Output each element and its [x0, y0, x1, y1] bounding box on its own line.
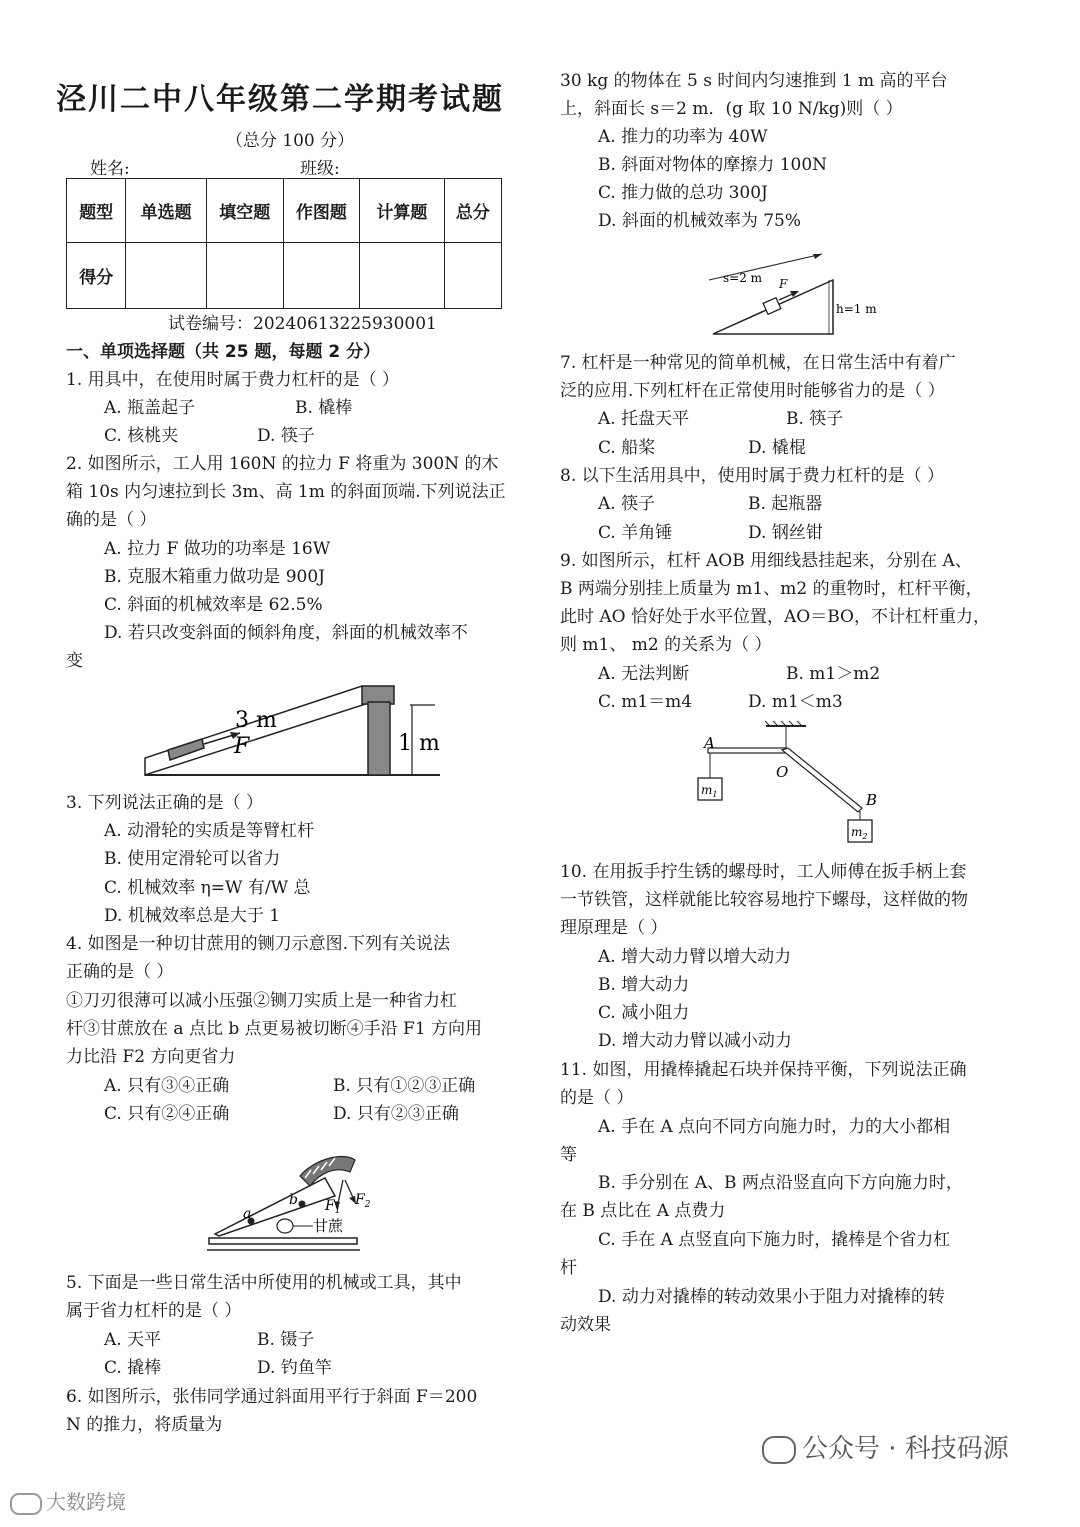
class-field [300, 154, 475, 179]
q4-stem-2: 正确的是（ ） [66, 962, 174, 982]
q7-stem-1: 7. 杠杆是一种常见的简单机械，在日常生活中有着广 [560, 353, 956, 373]
q7-option-b: B. 筷子 [786, 409, 844, 429]
q6-stem-1: 6. 如图所示，张伟同学通过斜面用平行于斜面 F＝200 [66, 1387, 478, 1407]
q9-option-b: B. m1＞m2 [786, 664, 881, 684]
score-cell[interactable] [360, 243, 444, 309]
section-heading: 一、单项选择题（共 25 题，每题 2 分） [66, 342, 381, 362]
q10-option-b: B. 增大动力 [598, 975, 690, 995]
q2-option-c: C. 斜面的机械效率是 62.5% [104, 595, 323, 615]
incline-figure-2 [705, 250, 905, 340]
q6-stem-4: 上，斜面长 s＝2 m．(g 取 10 N/kg)则（ ） [560, 99, 903, 119]
name-blank[interactable] [135, 162, 265, 179]
q8-option-b: B. 起瓶器 [748, 494, 823, 514]
q2-stem-1: 2. 如图所示，工人用 160N 的拉力 F 将重为 300N 的木 [66, 454, 499, 474]
lever-figure [690, 720, 890, 850]
score-header: 作图题 [283, 179, 360, 243]
q1-stem: 1. 用具中，在使用时属于费力杠杆的是（ ） [66, 370, 400, 390]
score-header: 计算题 [360, 179, 444, 243]
q11-option-a-1: A. 手在 A 点向不同方向施力时，力的大小都相 [598, 1117, 951, 1137]
q6-stem-2: N 的推力，将质量为 [66, 1415, 223, 1435]
total-score: （总分 100 分） [225, 131, 355, 151]
q9-stem-3: 此时 AO 恰好处于水平位置，AO＝BO，不计杠杆重力， [560, 607, 990, 627]
q11-option-b-2: 在 B 点比在 A 点费力 [560, 1201, 726, 1221]
platform-pillar [368, 702, 390, 775]
label-f2: $F_2$ [355, 1192, 371, 1210]
score-cell[interactable] [126, 243, 207, 309]
lever-arm-ob [782, 748, 862, 812]
wechat-icon [762, 1436, 796, 1464]
q4-option-d: D. 只有②③正确 [333, 1104, 459, 1124]
q9-stem-2: B 两端分别挂上质量为 m1、m2 的重物时，杠杆平衡， [560, 579, 983, 599]
q2-option-d-1: D. 若只改变斜面的倾斜角度，斜面的机械效率不 [104, 623, 468, 643]
q10-option-c: C. 减小阻力 [598, 1003, 690, 1023]
q5-stem-2: 属于省力杠杆的是（ ） [66, 1301, 242, 1321]
watermark-right-text: 公众号 · 科技码源 [802, 1434, 1009, 1464]
q11-stem-2: 的是（ ） [560, 1088, 634, 1108]
q11-option-d-2: 动效果 [560, 1315, 611, 1335]
q10-stem-3: 理原理是（ ） [560, 918, 668, 938]
q8-stem: 8. 以下生活用具中，使用时属于费力杠杆的是（ ） [560, 466, 945, 486]
q6-option-a: A. 推力的功率为 40W [598, 127, 768, 147]
q2-option-a: A. 拉力 F 做功的功率是 16W [104, 539, 331, 559]
q4-stem-4: 杆③甘蔗放在 a 点比 b 点更易被切断④手沿 F1 方向用 [66, 1019, 483, 1039]
watermark-left-icon [10, 1493, 42, 1515]
score-table [66, 178, 502, 309]
label-m2: $m_2$ [851, 825, 868, 841]
q7-option-a: A. 托盘天平 [598, 409, 690, 429]
q6-option-b: B. 斜面对物体的摩擦力 100N [598, 155, 828, 175]
q9-option-d: D. m1＜m3 [748, 692, 843, 712]
watermark-right [762, 1428, 1009, 1465]
label-m1: $m_1$ [701, 783, 718, 799]
q9-option-a: A. 无法判断 [598, 664, 690, 684]
incline-figure [140, 680, 450, 780]
q3-option-b: B. 使用定滑轮可以省力 [104, 849, 281, 869]
label-sugarcane: 甘蔗 [313, 1217, 344, 1235]
height-label: 1 m [398, 731, 440, 756]
page-title: 泾川二中八年级第二学期考试题 [56, 82, 504, 117]
q4-option-c: C. 只有②④正确 [104, 1104, 230, 1124]
q4-option-a: A. 只有③④正确 [104, 1076, 230, 1096]
watermark-left [10, 1486, 126, 1515]
watermark-left-text: 大数跨境 [46, 1490, 126, 1514]
q3-option-d: D. 机械效率总是大于 1 [104, 906, 281, 926]
score-cell[interactable] [206, 243, 283, 309]
q7-option-c: C. 船桨 [598, 438, 656, 458]
q11-option-a-2: 等 [560, 1145, 577, 1165]
q2-stem-2: 箱 10s 内匀速拉到长 3m、高 1m 的斜面顶端.下列说法正 [66, 482, 506, 502]
score-row-label: 得分 [67, 243, 126, 309]
q5-option-a: A. 天平 [104, 1330, 162, 1350]
lever-arm-ao [708, 748, 786, 753]
q10-stem-1: 10. 在用扳手拧生锈的螺母时，工人师傅在扳手柄上套 [560, 862, 967, 882]
label-a: a [243, 1206, 252, 1222]
class-blank[interactable] [345, 162, 475, 179]
class-label: 班级: [300, 159, 340, 179]
q8-option-d: D. 钢丝钳 [748, 523, 823, 543]
label-f: F [779, 277, 788, 291]
q6-option-c: C. 推力做的总功 300J [598, 183, 768, 203]
q6-option-d: D. 斜面的机械效率为 75% [598, 211, 802, 231]
label-a: A [704, 734, 715, 752]
label-o: O [776, 763, 789, 781]
q4-stem-5: 力比沿 F2 方向更省力 [66, 1047, 236, 1067]
q10-stem-2: 一节铁管，这样就能比较容易地拧下螺母，这样做的物 [560, 890, 968, 910]
score-header: 题型 [67, 179, 126, 243]
q7-option-d: D. 橇棍 [748, 438, 806, 458]
label-b: b [289, 1192, 298, 1208]
q11-option-c-2: 杆 [560, 1258, 577, 1278]
point-b [299, 1201, 306, 1208]
force-label: F [234, 734, 250, 759]
q3-option-a: A. 动滑轮的实质是等臂杠杆 [104, 821, 315, 841]
score-header: 单选题 [126, 179, 207, 243]
q1-option-c: C. 核桃夹 [104, 426, 179, 446]
q10-option-d: D. 增大动力臂以减小动力 [598, 1031, 792, 1051]
score-header: 填空题 [206, 179, 283, 243]
q2-option-d-2: 变 [66, 651, 83, 671]
q5-option-c: C. 撬棒 [104, 1358, 162, 1378]
q5-option-b: B. 镊子 [257, 1330, 315, 1350]
cutter-figure [205, 1138, 371, 1256]
q4-stem-1: 4. 如图是一种切甘蔗用的铡刀示意图.下列有关说法 [66, 934, 451, 954]
q8-option-c: C. 羊角锤 [598, 523, 673, 543]
q2-option-b: B. 克服木箱重力做功是 900J [104, 567, 325, 587]
score-cell[interactable] [444, 243, 501, 309]
label-h: h=1 m [836, 302, 877, 316]
q11-option-d-1: D. 动力对撬棒的转动效果小于阻力对撬棒的转 [598, 1287, 945, 1307]
q3-option-c: C. 机械效率 η=W 有/W 总 [104, 878, 311, 898]
name-field [90, 154, 265, 179]
q1-option-a: A. 瓶盖起子 [104, 398, 196, 418]
q11-option-b-1: B. 手分别在 A、B 两点沿竖直向下方向施力时， [598, 1173, 963, 1193]
q9-stem-4: 则 m1、 m2 的关系为（ ） [560, 635, 772, 655]
q11-option-c-1: C. 手在 A 点竖直向下施力时，撬棒是个省力杠 [598, 1230, 951, 1250]
q2-stem-3: 确的是（ ） [66, 510, 157, 530]
q1-option-b: B. 橇棒 [295, 398, 353, 418]
label-b: B [866, 791, 878, 809]
paper-number: 试卷编号：20240613225930001 [168, 314, 437, 334]
q3-stem: 3. 下列说法正确的是（ ） [66, 793, 264, 813]
q4-stem-3: ①刀刃很薄可以减小压强②铡刀实质上是一种省力杠 [66, 991, 457, 1011]
sugarcane [277, 1219, 293, 1233]
cutter-base [209, 1238, 357, 1244]
name-label: 姓名: [90, 159, 130, 179]
q1-option-d: D. 筷子 [257, 426, 315, 446]
q5-option-d: D. 钓鱼竿 [257, 1358, 332, 1378]
label-f1: $F_1$ [325, 1198, 341, 1216]
q8-option-a: A. 筷子 [598, 494, 656, 514]
q9-stem-1: 9. 如图所示，杠杆 AOB 用细线悬挂起来，分别在 A、 [560, 551, 972, 571]
q9-option-c: C. m1＝m4 [598, 692, 693, 712]
length-label: 3 m [235, 708, 277, 733]
q6-stem-3: 30 kg 的物体在 5 s 时间内匀速推到 1 m 高的平台 [560, 71, 948, 91]
q11-stem-1: 11. 如图，用撬棒撬起石块并保持平衡，下列说法正确 [560, 1060, 967, 1080]
q10-option-a: A. 增大动力臂以增大动力 [598, 947, 792, 967]
score-header: 总分 [444, 179, 501, 243]
q7-stem-2: 泛的应用.下列杠杆在正常使用时能够省力的是（ ） [560, 381, 945, 401]
score-cell[interactable] [283, 243, 360, 309]
q5-stem-1: 5. 下面是一些日常生活中所使用的机械或工具，其中 [66, 1273, 462, 1293]
q4-option-b: B. 只有①②③正确 [333, 1076, 476, 1096]
label-s: s=2 m [723, 271, 763, 285]
